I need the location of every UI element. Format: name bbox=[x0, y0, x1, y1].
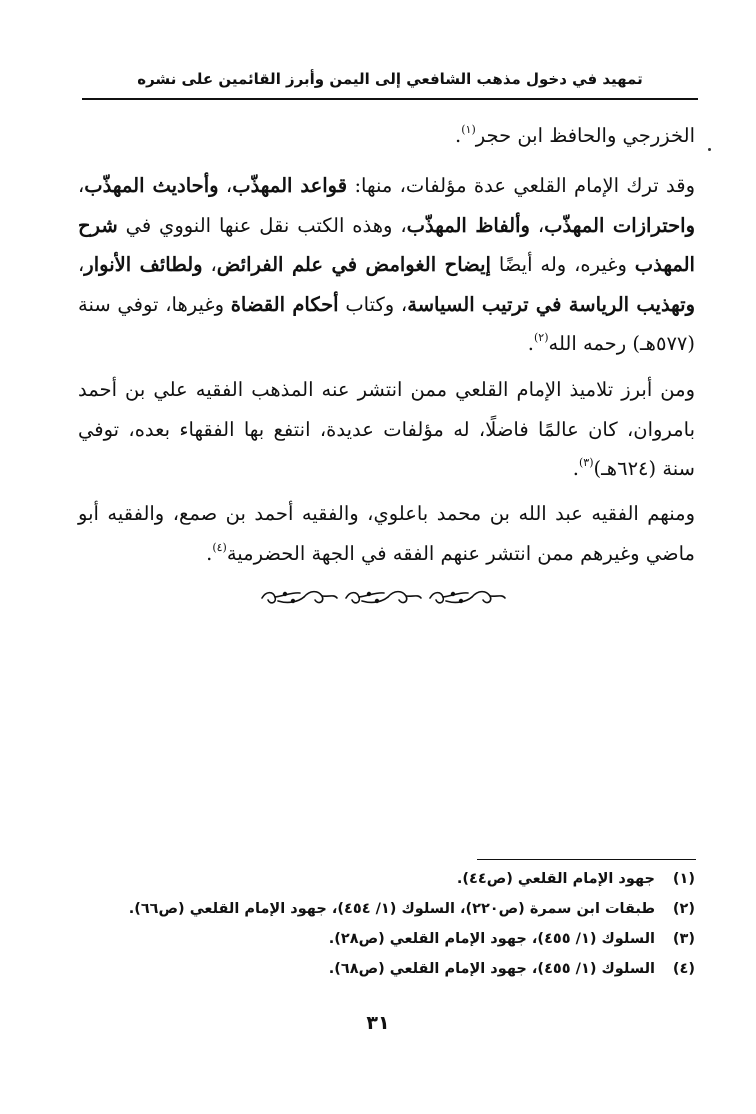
note-ref-4: (٤) bbox=[212, 540, 227, 554]
paragraph-1 bbox=[78, 116, 695, 156]
p2-seg-3: ، bbox=[78, 174, 85, 197]
footnote-number: (٣) bbox=[672, 931, 695, 947]
p2-seg-7: ، bbox=[202, 253, 217, 276]
p2-seg-8: ، bbox=[78, 253, 85, 276]
paragraph-3 bbox=[78, 370, 695, 489]
p2-seg-1: وقد ترك الإمام القلعي عدة مؤلفات، منها: bbox=[347, 174, 696, 197]
note-ref-1: (١) bbox=[461, 123, 476, 136]
footnote-number: (٤) bbox=[672, 961, 695, 977]
p4-text: ومنهم الفقيه عبد الله بن محمد باعلوي، والفقيه أحمد بن صمع، والفقيه أبو ماضي وغيرهم ممن انتشر عنهم الفقه في الجهة الحضرمية bbox=[78, 502, 695, 565]
footnote-text: طبقات ابن سمرة (ص٢٢٠)، السلوك (١/ ٤٥٤)، جهود الإمام القلعي (ص٦٦). bbox=[128, 901, 655, 917]
footnote-number: (١) bbox=[672, 871, 695, 887]
book-title-ahkam: أحكام القضاة bbox=[230, 292, 339, 316]
footnote-3 bbox=[110, 924, 695, 954]
paragraph-2 bbox=[78, 166, 695, 364]
page-number: ٣١ bbox=[366, 1012, 390, 1034]
p2-seg-10: وغيرها، توفي سنة (٥٧٧هـ) رحمه الله bbox=[78, 292, 695, 355]
book-title-lataif: ولطائف الأنوار bbox=[84, 253, 203, 276]
footnote-number: (٢) bbox=[672, 901, 695, 917]
book-title-tahdhib: وتهذيب الرياسة في ترتيب السياسة bbox=[407, 292, 696, 316]
book-title-idah: إيضاح الغوامض في علم الفرائض bbox=[216, 253, 491, 276]
p2-seg-4: ، bbox=[529, 213, 545, 237]
scan-speck bbox=[708, 148, 711, 151]
p1-text: الخزرجي والحافظ ابن حجر bbox=[475, 124, 695, 147]
book-title-ihtirazat: واحترازات المهذّب bbox=[544, 213, 695, 237]
footnotes bbox=[110, 864, 695, 984]
p3-text: ومن أبرز تلاميذ الإمام القلعي ممن انتشر عنه المذهب الفقيه علي بن أحمد بامروان، كان عالمًا فاضلًا، له مؤلفات عديدة، انتفع بها الفقهاء بعده، توفي سنة (٦٢٤هـ) bbox=[78, 378, 695, 480]
footnote-separator bbox=[477, 859, 696, 860]
p3-end: . bbox=[572, 457, 579, 480]
p2-seg-2: ، bbox=[218, 174, 233, 197]
book-title-alfaz: وألفاظ المهذّب bbox=[406, 213, 530, 237]
paragraph-4 bbox=[78, 494, 695, 573]
p4-end: . bbox=[206, 541, 213, 565]
note-ref-3: (٣) bbox=[578, 456, 594, 469]
p2-end: . bbox=[527, 332, 534, 355]
book-title-sharh: شرح المهذب bbox=[78, 213, 695, 276]
header-rule bbox=[82, 98, 698, 100]
footnote-4 bbox=[110, 954, 695, 984]
footnote-1 bbox=[110, 864, 695, 894]
p2-seg-6: وغيره، وله أيضًا bbox=[490, 253, 635, 276]
footnote-text: جهود الإمام القلعي (ص٤٤). bbox=[456, 871, 655, 887]
section-divider-ornament bbox=[258, 582, 508, 612]
footnote-text: السلوك (١/ ٤٥٥)، جهود الإمام القلعي (ص٦٨). bbox=[328, 961, 655, 977]
p1-end: . bbox=[455, 124, 462, 147]
footnote-2 bbox=[110, 894, 695, 924]
footnote-text: السلوك (١/ ٤٥٥)، جهود الإمام القلعي (ص٢٨). bbox=[328, 931, 655, 947]
p2-seg-9: ، وكتاب bbox=[338, 292, 408, 316]
p2-seg-5: ، وهذه الكتب نقل عنها النووي في bbox=[117, 213, 407, 237]
book-title-qawaid: قواعد المهذّب bbox=[232, 174, 348, 197]
running-header: تمهيد في دخول مذهب الشافعي إلى اليمن وأبرز القائمين على نشره bbox=[137, 70, 643, 88]
book-title-ahadith: وأحاديث المهذّب bbox=[84, 174, 219, 197]
note-ref-2: (٢) bbox=[533, 331, 549, 344]
